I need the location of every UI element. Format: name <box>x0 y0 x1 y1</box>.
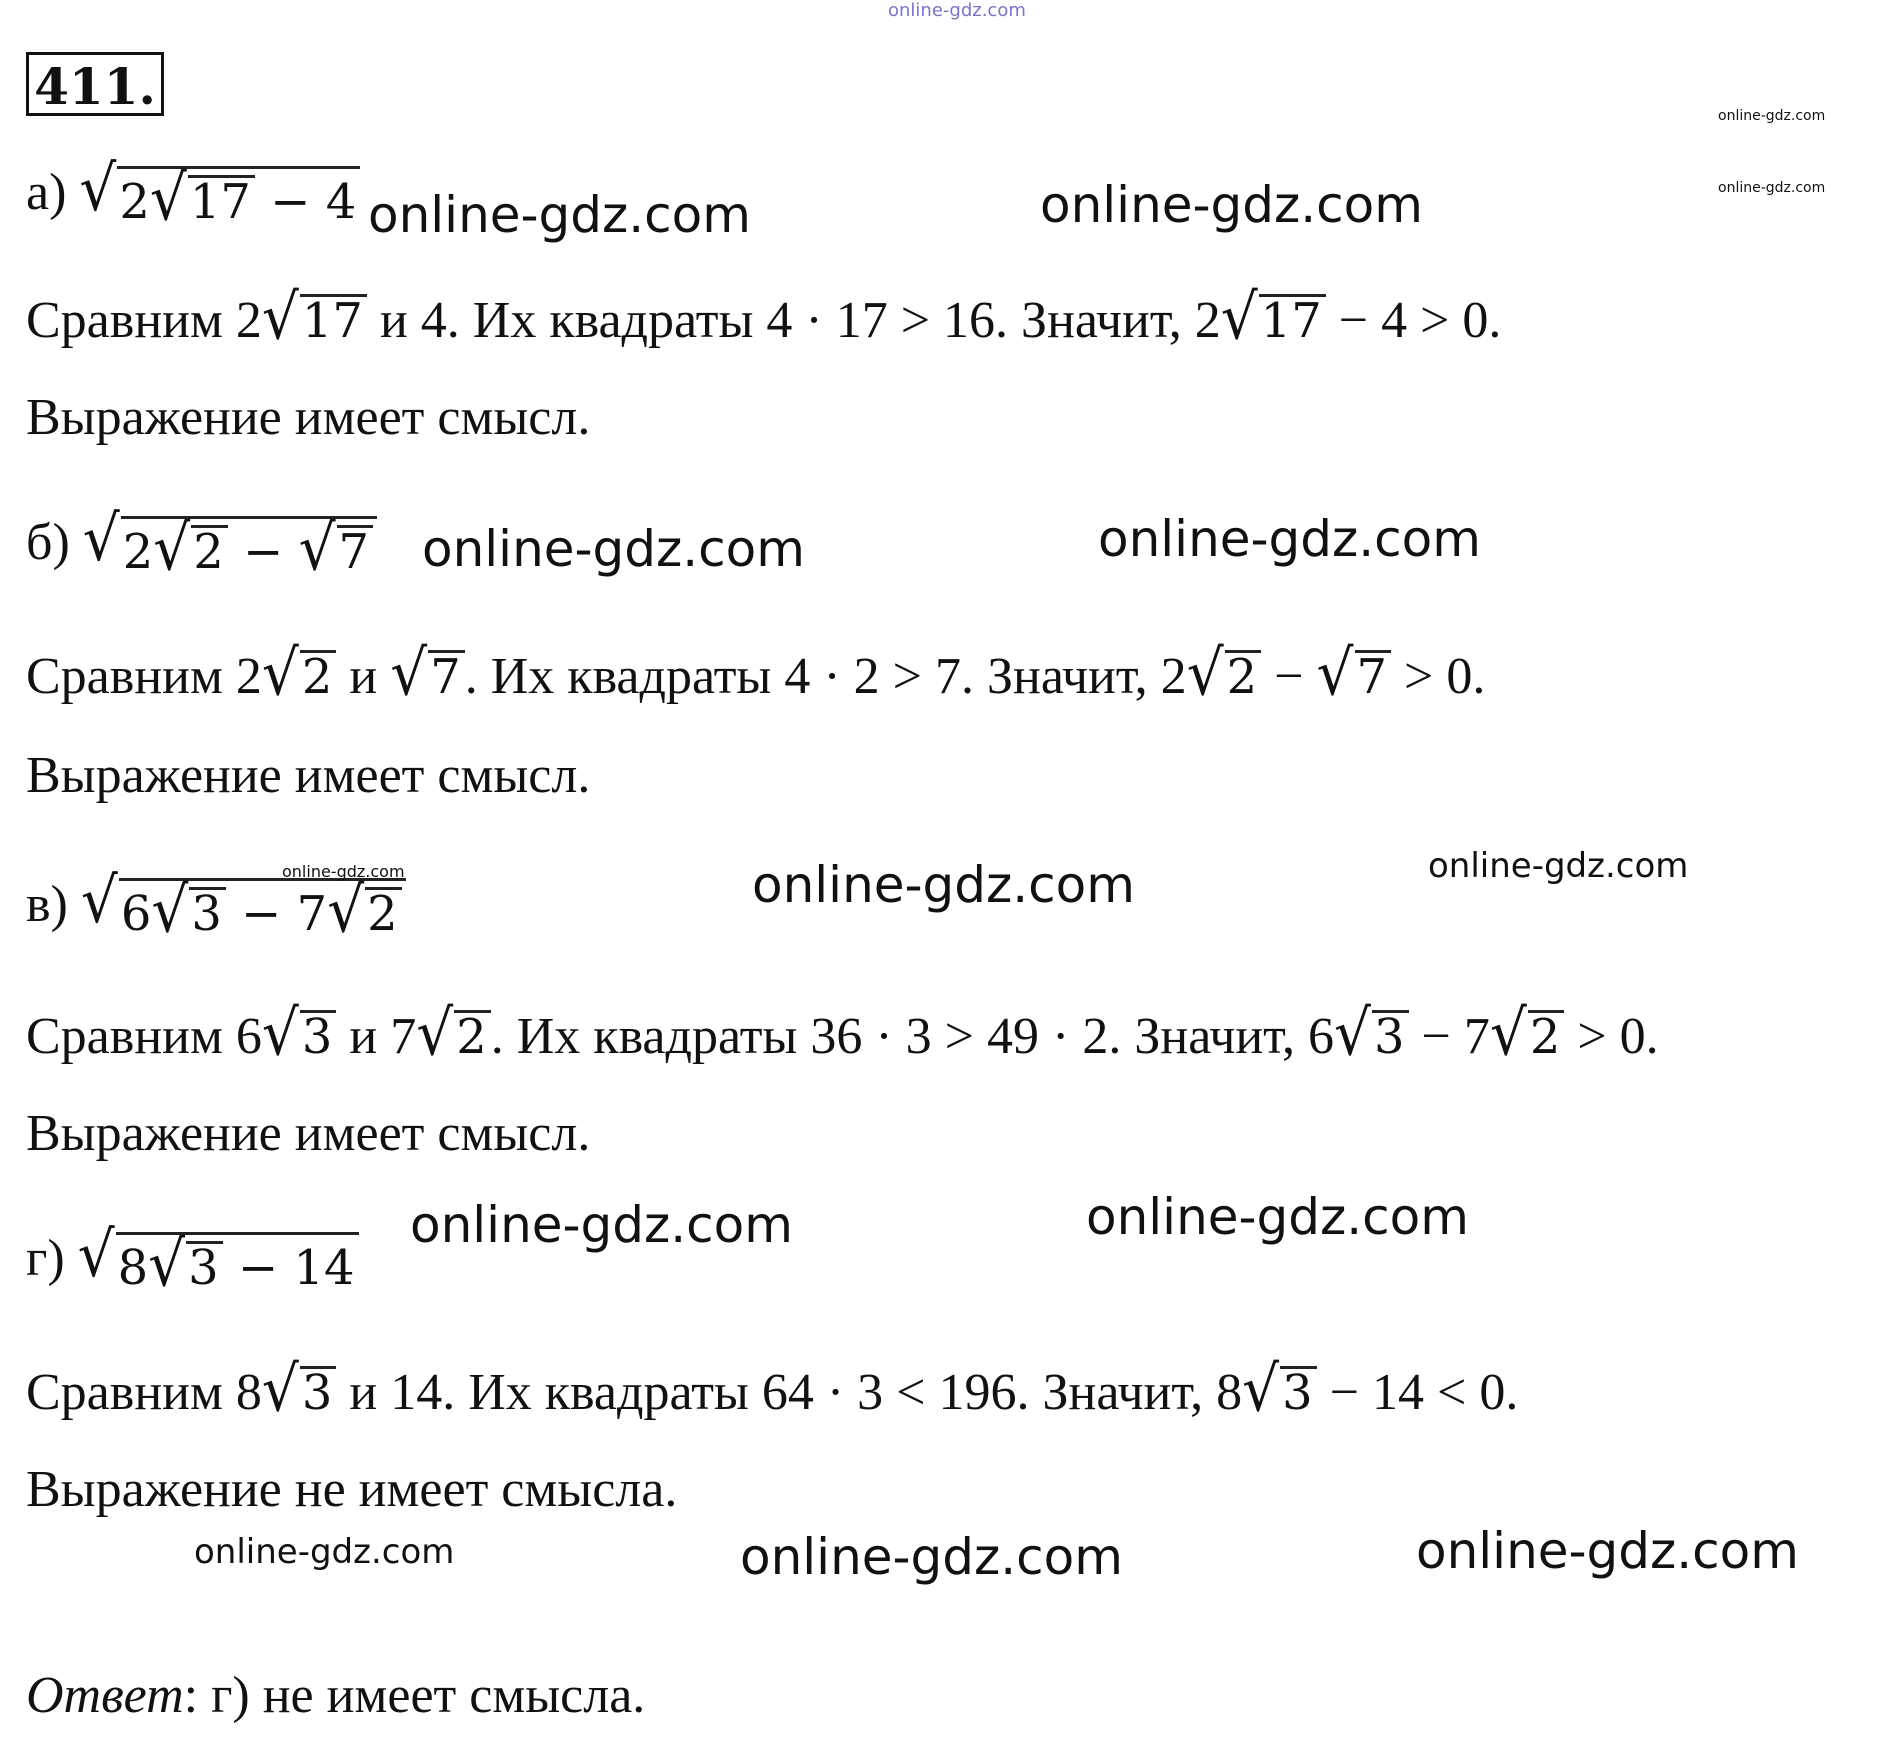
watermark: online-gdz.com <box>740 1528 1123 1586</box>
watermark: online-gdz.com <box>368 186 751 244</box>
header-watermark: online-gdz.com <box>888 0 1026 21</box>
part-v-conclusion: Выражение имеет смысл. <box>26 1105 591 1162</box>
watermark: online-gdz.com <box>752 856 1135 914</box>
part-a-comparison: Сравним 2 √ 17 и 4. Их квадраты 4 · 17 > 16. Значит, 2 √ 17 − 4 > 0. <box>26 280 1502 354</box>
watermark: online-gdz.com <box>1428 846 1689 886</box>
answer-line <box>26 1667 646 1724</box>
watermark: online-gdz.com <box>1718 108 1826 124</box>
sqrt-symbol: √ 2 √ 2 − √ 7 <box>83 510 377 577</box>
part-g-label: г) <box>26 1230 65 1287</box>
part-v-label: в) <box>26 876 68 933</box>
part-b-expression <box>26 501 377 585</box>
watermark: online-gdz.com <box>410 1196 793 1254</box>
part-a-label: а) <box>26 164 67 221</box>
watermark: online-gdz.com <box>1040 176 1423 234</box>
part-g-expression <box>26 1217 359 1301</box>
part-a-expression <box>26 151 360 235</box>
watermark: online-gdz.com <box>282 862 405 881</box>
watermark: online-gdz.com <box>194 1532 455 1572</box>
answer-label: Ответ <box>26 1667 184 1724</box>
part-v-comparison: Сравним 6 √ 3 и 7 √ 2 . Их квадраты 36 · 3 > 49 · 2. Значит, 6 √ 3 − 7 √ 2 > 0. <box>26 996 1659 1070</box>
part-g-conclusion: Выражение не имеет смысла. <box>26 1461 678 1518</box>
watermark: online-gdz.com <box>1098 510 1481 568</box>
sqrt-symbol: √ 6 √ 3 − 7 √ 2 <box>81 872 406 939</box>
answer-text: : г) не имеет смысла. <box>183 1667 646 1724</box>
problem-number: 411. <box>26 52 164 116</box>
watermark: online-gdz.com <box>1718 180 1826 196</box>
sqrt-symbol: √ 8 √ 3 − 14 <box>78 1226 359 1293</box>
watermark: online-gdz.com <box>422 520 805 578</box>
part-b-label: б) <box>26 514 70 571</box>
watermark: online-gdz.com <box>1416 1522 1799 1580</box>
sqrt-symbol: √ 2 √ 17 − 4 <box>79 160 360 227</box>
part-g-comparison: Сравним 8 √ 3 и 14. Их квадраты 64 · 3 < 196. Значит, 8 √ 3 − 14 < 0. <box>26 1352 1519 1426</box>
watermark: online-gdz.com <box>1086 1188 1469 1246</box>
part-a-conclusion: Выражение имеет смысл. <box>26 389 591 446</box>
part-b-conclusion: Выражение имеет смысл. <box>26 747 591 804</box>
part-b-comparison: Сравним 2 √ 2 и √ 7 . Их квадраты 4 · 2 > 7. Значит, 2 √ 2 − √ 7 > 0. <box>26 636 1486 710</box>
